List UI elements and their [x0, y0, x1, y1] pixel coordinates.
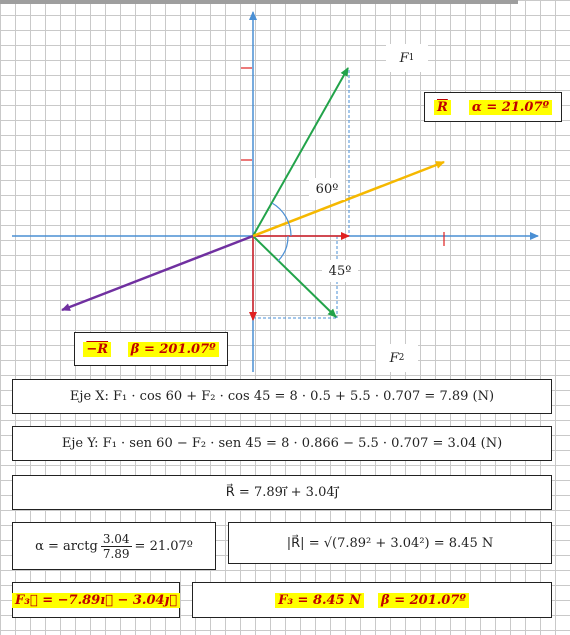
alpha-equation: α = arctg $\frac{3.04}{7.89}$ = 21.07º: [12, 522, 216, 570]
neg-resultant-symbol: −R: [83, 342, 111, 357]
neg-resultant-vector: [62, 236, 253, 310]
f1-label: F 1: [386, 44, 428, 72]
r-vector-equation: R⃗ = 7.89ı⃗ + 3.04ȷ⃗: [12, 475, 552, 510]
eje-x-equation: Eje X: F₁ · cos 60 + F₂ · cos 45 = 8 · 0.5 + 5.5 · 0.707 = 7.89 (N): [12, 379, 552, 414]
f3-vector-equation: F₃⃗ = −7.89ı⃗ − 3.04ȷ⃗: [12, 582, 180, 618]
beta-value: β = 201.07º: [128, 342, 219, 357]
angle-60-label: 60º: [309, 178, 345, 200]
f3-magnitude: F₃ = 8.45 N: [275, 593, 364, 608]
eje-y-equation: Eje Y: F₁ · sen 60 − F₂ · sen 45 = 8 · 0.866 − 5.5 · 0.707 = 3.04 (N): [12, 426, 552, 461]
magnitude-equation: |R⃗| = √(7.89² + 3.04²) = 8.45 N: [228, 522, 552, 564]
f2-label: F 2: [376, 344, 418, 372]
alpha-value: α = 21.07º: [469, 100, 552, 115]
neg-resultant-label-box: [74, 332, 228, 366]
alpha-fraction: $\frac{3.04}{7.89}$: [102, 531, 130, 561]
f3-magnitude-box: [192, 582, 552, 618]
angle-arc-45: [278, 236, 288, 261]
resultant-vector: [253, 162, 444, 236]
f3-beta: β = 201.07º: [378, 593, 469, 608]
resultant-symbol: $\overline{R}$: [434, 100, 451, 115]
angle-arc-60: [272, 203, 291, 236]
f1-vector: [253, 68, 348, 236]
angle-45-label: 45º: [322, 260, 358, 282]
resultant-label-box: [424, 92, 562, 122]
